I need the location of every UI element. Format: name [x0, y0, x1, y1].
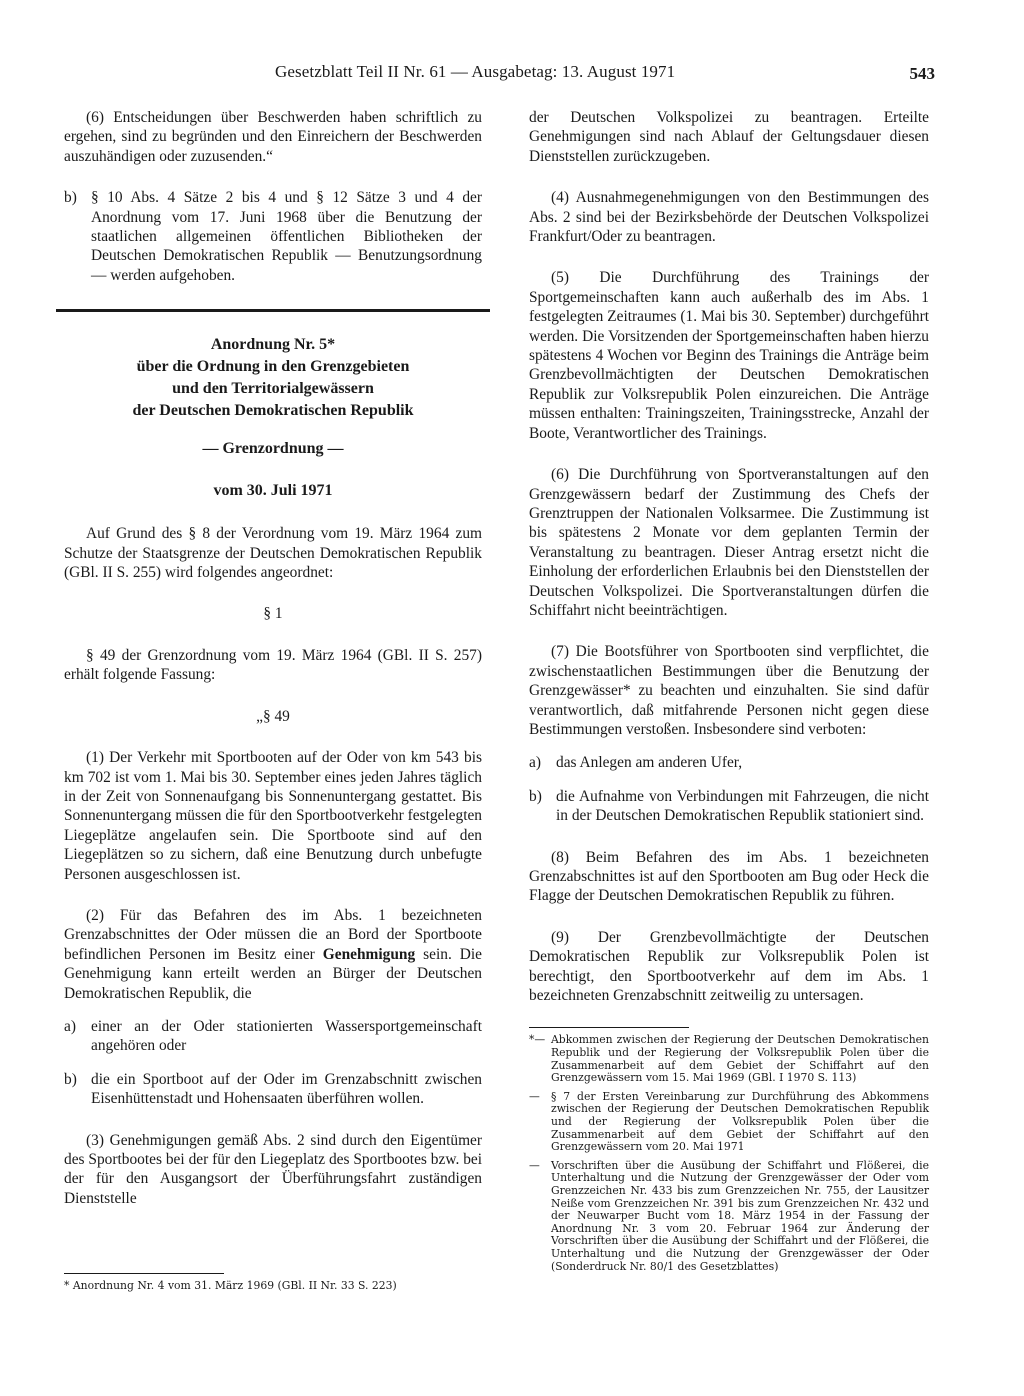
left-footnote-area — [64, 1273, 482, 1293]
paragraph-5: (5) Die Durchführung des Trainings der Sportgemeinschaften kann auch außerhalb des im Abs. 1 festgelegten Zeitraumes (1. Mai bis 30. September) durchgeführt werden. Die Vorsitzenden der Sportgemeinschaften haben hierzu spätestens 4 Wochen vor Beginn des Trainings die Anträge beim Grenzbevollmächtigten der Deutschen Demokratischen Republik zur Volksrepublik Polen einzureichen. Die Anträge müssen enthalten: Trainingszeiten, Trainingsstrecke, Anzahl der Boote, Verantwortlicher des Trainings. — [529, 269, 929, 442]
paragraph-2 — [64, 906, 482, 1003]
list-item-b — [64, 188, 482, 285]
list-marker: b) — [529, 787, 542, 805]
footnote-mark: — — [529, 1089, 540, 1103]
list-item-a — [64, 1017, 482, 1056]
right-column — [529, 108, 929, 1279]
footnote-text: Abkommen zwischen der Regierung der Deutschen Demokratischen Republik und der Regierung der Volksrepublik Polen über die Zusammenarbeit auf dem Gebiet der Schiffahrt auf den Grenzgewässern vom 15. Mai 1969 (GBl. I 1970 S. 113) — [551, 1033, 929, 1085]
paragraph-6: (6) Die Durchführung von Sportveranstaltungen auf den Grenzgewässern bedarf der Zustimmung des Chefs der Grenztruppen der Nationalen Volksarmee. Die Zustimmung ist bis spätestens 2 Monate vor dem geplanten Termin der Veranstaltung zu beantragen. Dieser Antrag ersetzt nicht die Einholung der erforderlichen Erlaubnis bei den Dienststellen der Deutschen Volkspolizei. Die Sportveranstaltungen dürfen die Schiffahrt nicht beeinträchtigen. — [529, 466, 929, 619]
footnote-mark: — — [529, 1158, 540, 1172]
paragraph-3: (3) Genehmigungen gemäß Abs. 2 sind durch den Eigentümer des Sportbootes bei der für den Liegeplatz des Sportbootes bzw. bei der für den Ausgangsort der Überführungsfahrt zuständigen Dienststelle — [64, 1131, 482, 1207]
paragraph-2-post: sein. Die Genehmigung kann erteilt werden an Bürger der Deutschen Demokratischen Republik, die — [64, 945, 483, 1002]
footnote-item — [529, 1091, 929, 1154]
list-marker: a) — [64, 1017, 76, 1035]
preamble: Auf Grund des § 8 der Verordnung vom 19. März 1964 zum Schutze der Staatsgrenze der Deutschen Demokratischen Republik (GBl. II S. 255) wird folgendes angeordnet: — [64, 525, 482, 582]
list-text: die Aufnahme von Verbindungen mit Fahrzeugen, die nicht in der Deutschen Demokratischen Republik stationiert sind. — [556, 787, 929, 825]
footnote: * Anordnung Nr. 4 vom 31. März 1969 (GBl. II Nr. 33 S. 223) — [64, 1279, 397, 1292]
section-divider — [56, 309, 490, 312]
page-number: 543 — [909, 64, 935, 83]
ordinance-subtitle: — Grenzordnung — — [202, 440, 344, 458]
paragraph-7: (7) Die Bootsführer von Sportbooten sind verpflichtet, die zwischenstaatlichen Bestimmungen über die Benutzung der Grenzgewässer* zu beachten und einzuhalten. Sie sind dafür verantwortlich, daß mitfahrende Personen nicht gegen diese Bestimmungen verstoßen. Insbesondere sind verboten: — [529, 643, 929, 738]
list-text: die ein Sportboot auf der Oder im Grenzabschnitt zwischen Eisenhüttenstadt und Hohensaaten überführen wollen. — [91, 1070, 482, 1108]
page-header — [0, 58, 1024, 88]
list-marker: b) — [64, 189, 77, 207]
section-1-heading: § 1 — [263, 605, 283, 623]
footnote-divider — [529, 1027, 689, 1028]
paragraph-2-bold: Genehmigung — [322, 945, 416, 963]
footnote-text: Vorschriften über die Ausübung der Schiffahrt und Flößerei, die Unterhaltung und die Nutzung der Grenzgewässer der Oder vom Grenzzeichen Nr. 433 bis zum Grenzzeichen Nr. 755, der Lausitzer Neiße vom Grenzzeichen Nr. 391 bis zum Grenzzeichen Nr. 432 und der Neuwarper Bucht vom 18. März 1954 in der Fassung der Anordnung Nr. 3 vom 20. Februar 1964 zur Änderung der Vorschriften über die Ausübung der Schiffahrt und der Flößerei, die Unterhaltung und die Nutzung der Grenzgewässer der Oder (Sonderdruck Nr. 80/1 des Gesetzblattes) — [551, 1158, 929, 1273]
footnote-divider — [64, 1273, 224, 1274]
title-line-3: und den Territorialgewässern — [172, 380, 374, 398]
ordinance-title — [64, 334, 482, 502]
footnotes — [529, 1034, 929, 1273]
list-item-b — [64, 1070, 482, 1109]
paragraph-6-end: (6) Entscheidungen über Beschwerden haben schriftlich zu ergehen, sind zu begründen und den Einreichern der Beschwerden auszuhändigen oder zuzusenden.“ — [64, 109, 482, 165]
footnote-item — [529, 1034, 929, 1084]
list-item-a — [529, 753, 929, 772]
footnote-mark: *— — [529, 1033, 546, 1047]
paragraph-1: (1) Der Verkehr mit Sportbooten auf der Oder von km 543 bis km 702 ist vom 1. Mai bis 30. September eines jeden Jahres täglich in der Zeit von Sonnenaufgang bis Sonnenuntergang gestattet. Bis Sonnenuntergang müssen die für den Sportbootverkehr festgelegten Liegeplätze angelaufen sein. Die Sportboote sind auf den Liegeplätzen so zu sichern, daß eine Benutzung durch unbefugte Personen ausgeschlossen ist. — [64, 749, 482, 883]
paragraph-4: (4) Ausnahmegenehmigungen von den Bestimmungen des Abs. 2 sind bei der Bezirksbehörde der Deutschen Volkspolizei Frankfurt/Oder zu beantragen. — [529, 189, 929, 246]
header-title: Gesetzblatt Teil II Nr. 61 — Ausgabetag: 13. August 1971 — [275, 62, 676, 81]
paragraph-3-continued: der Deutschen Volkspolizei zu beantragen. Erteilte Genehmigungen sind nach Ablauf der Geltungsdauer diesen Dienststellen zurückzugeben. — [529, 109, 929, 165]
list-text: einer an der Oder stationierten Wassersportgemeinschaft angehören oder — [91, 1017, 482, 1055]
paragraph-2-pre: (2) Für das Befahren des im Abs. 1 bezeichneten Grenzabschnittes der Oder müssen die an Bord der Sportboote befindlichen Personen im Besitz einer — [64, 906, 482, 963]
ordinance-date: vom 30. Juli 1971 — [213, 482, 333, 500]
list-marker: a) — [529, 754, 541, 772]
list-text: das Anlegen am anderen Ufer, — [556, 754, 743, 772]
title-line-1: Anordnung Nr. 5* — [210, 336, 336, 354]
title-line-2: über die Ordnung in den Grenzgebieten — [136, 358, 410, 376]
list-item-b — [529, 787, 929, 826]
list-text: § 10 Abs. 4 Sätze 2 bis 4 und § 12 Sätze 3 und 4 der Anordnung vom 17. Juni 1968 über die Benutzung der staatlichen allgemeinen öffentlichen Bibliotheken der Deutschen Demokratischen Republik — Benutzungsordnung — werden aufgehoben. — [91, 189, 482, 284]
section-49-heading: „§ 49 — [256, 707, 290, 725]
list-marker: b) — [64, 1070, 77, 1088]
footnote-item — [529, 1160, 929, 1273]
footnote-text: § 7 der Ersten Vereinbarung zur Durchführung des Abkommens zwischen der Regierung der Deutschen Demokratischen Republik und der Regierung der Volksrepublik Polen über die Zusammenarbeit auf dem Gebiet der Schiffahrt auf den Grenzgewässern vom 20. Mai 1971 — [551, 1089, 929, 1154]
section-1-text: § 49 der Grenzordnung vom 19. März 1964 (GBl. II S. 257) erhält folgende Fassung: — [64, 646, 482, 684]
left-column — [64, 108, 482, 1208]
title-line-4: der Deutschen Demokratischen Republik — [132, 402, 414, 420]
paragraph-9: (9) Der Grenzbevollmächtigte der Deutschen Demokratischen Republik zur Volksrepublik Polen ist berechtigt, den Sportbootverkehr auf dem im Abs. 1 bezeichneten Grenzabschnitt zeitweilig zu untersagen. — [529, 928, 929, 1005]
paragraph-8: (8) Beim Befahren des im Abs. 1 bezeichneten Grenzabschnittes ist auf den Sportbooten am Bug oder Heck die Flagge der Deutschen Demokratischen Republik zu führen. — [529, 848, 929, 905]
